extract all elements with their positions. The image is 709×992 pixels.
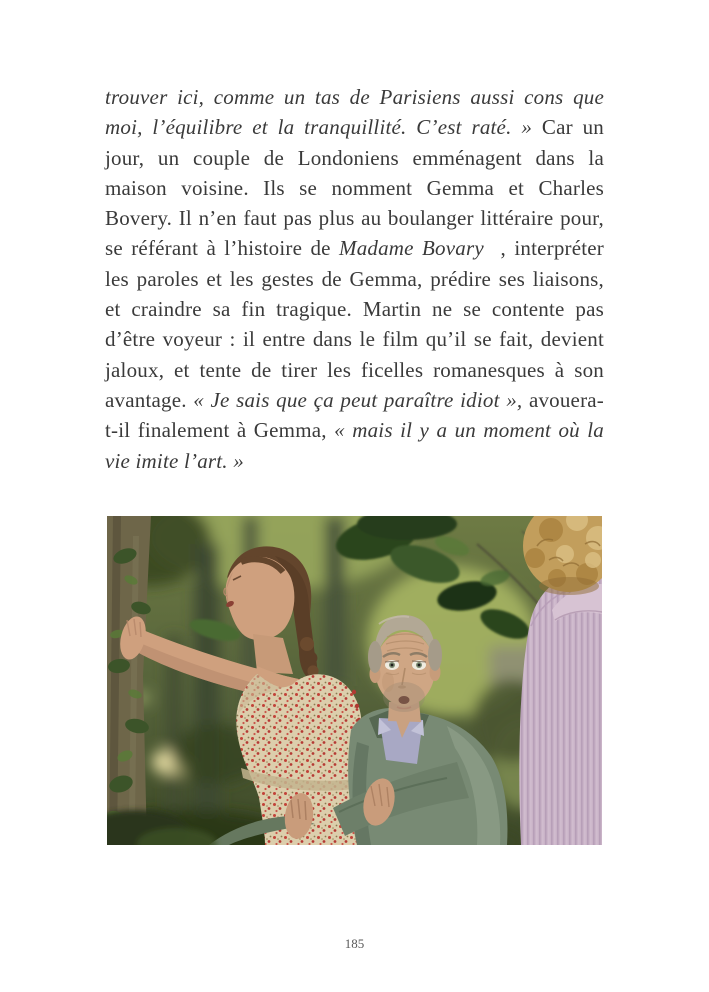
paragraph-segment: Car un jour, un couple de Londoniens emménagent dans la maison voisine. Ils se nomment Gemma et Charles Bovery. Il n’en faut pas plus au boulanger littéraire pour, se référant à l’histoire de	[105, 115, 604, 261]
paragraph-segment: Madame Bovary	[339, 236, 484, 261]
paragraph-segment: « Je sais que ça peut paraître idiot »,	[193, 387, 529, 412]
film-still-illustration	[107, 516, 602, 845]
paragraph-segment: avouera-t-il finalement à Gemma,	[105, 387, 604, 443]
paragraph-segment: trouver ici, comme un tas de Parisiens aussi cons que moi, l’équilibre et la tranquillité. C’est raté. »	[105, 85, 604, 140]
body-paragraph	[105, 82, 604, 476]
film-still-image	[107, 516, 602, 845]
paragraph-segment: « mais il y a un moment où la vie imite l’art. »	[105, 418, 604, 473]
bystander-figure	[519, 516, 602, 845]
paragraph-segment: , interpréter les paroles et les gestes de Gemma, prédire ses liaisons, et craindre sa fin tragique. Martin ne se contente pas d’être voyeur : il entre dans le film qu’il se fait, devient jaloux, et tente de tirer les ficelles romanesques à son avantage.	[105, 236, 604, 412]
page-number: 185	[344, 936, 365, 951]
